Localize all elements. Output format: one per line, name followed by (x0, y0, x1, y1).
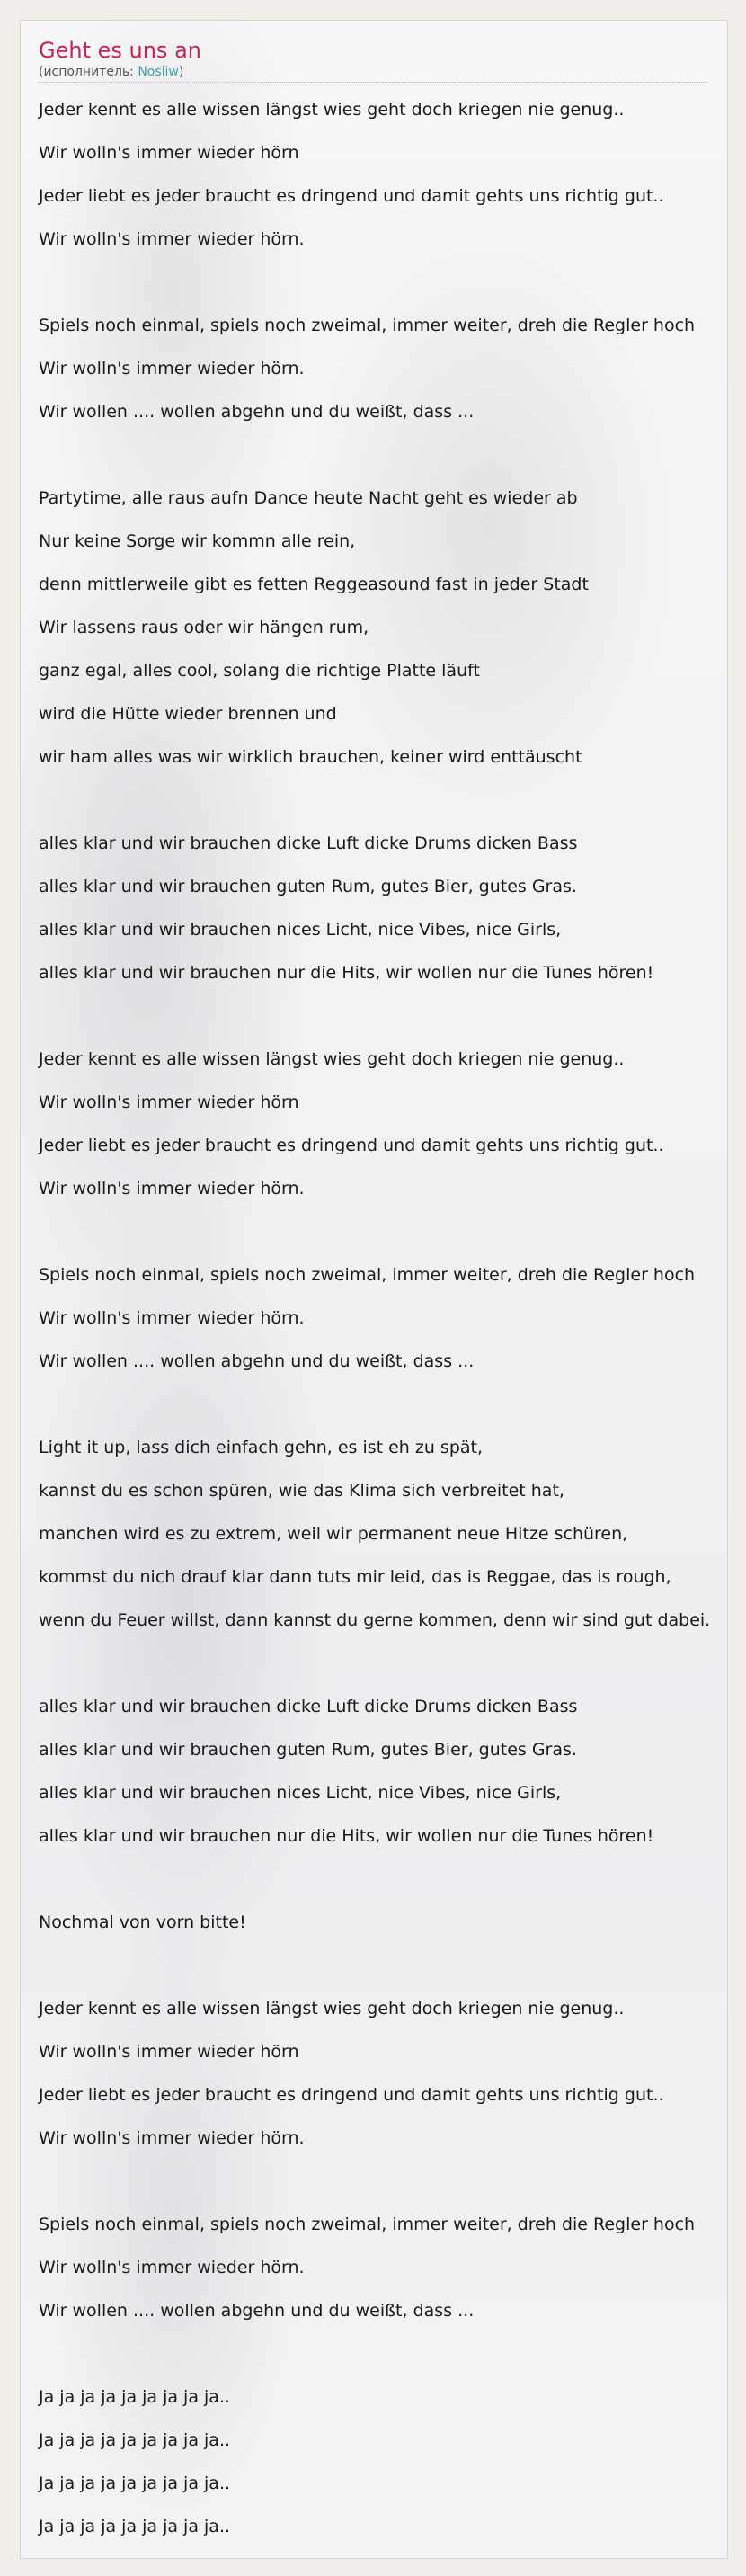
lyric-line: Ja ja ja ja ja ja ja ja ja.. (39, 2517, 231, 2536)
lyric-line: Jeder liebt es jeder braucht es dringend und damit gehts uns richtig gut.. (39, 1136, 664, 1155)
lyric-line: alles klar und wir brauchen dicke Luft dicke Drums dicken Bass (39, 1697, 578, 1716)
performer-link[interactable]: Nosliw (138, 65, 179, 79)
lyric-blank-line (39, 261, 722, 304)
lyric-line: wir ham alles was wir wirklich brauchen, keiner wird enttäuscht (39, 747, 582, 767)
lyric-line: wenn du Feuer willst, dann kannst du gerne kommen, denn wir sind gut dabei. (39, 1610, 711, 1630)
lyric-blank-line (39, 1642, 722, 1685)
lyric-blank-line (39, 1210, 722, 1253)
lyric-line: Wir wollen .... wollen abgehn und du weißt, dass ... (39, 2301, 475, 2321)
lyric-blank-line (39, 1383, 722, 1426)
lyric-line: Jeder liebt es jeder braucht es dringend und damit gehts uns richtig gut.. (39, 186, 664, 206)
lyric-line: Spiels noch einmal, spiels noch zweimal, immer weiter, dreh die Regler hoch (39, 316, 696, 335)
lyric-blank-line (39, 2160, 722, 2203)
lyric-line: Wir wolln's immer wieder hörn (39, 2042, 299, 2062)
song-title: Geht es uns an (39, 38, 201, 63)
lyric-line: Wir wolln's immer wieder hörn. (39, 1308, 305, 1328)
lyric-line: Wir wolln's immer wieder hörn. (39, 2128, 305, 2148)
lyric-line: alles klar und wir brauchen guten Rum, gutes Bier, gutes Gras. (39, 1740, 577, 1760)
performer-suffix: ) (178, 65, 184, 79)
lyric-line: Light it up, lass dich einfach gehn, es ist eh zu spät, (39, 1438, 484, 1457)
lyric-line: manchen wird es zu extrem, weil wir permanent neue Hitze schüren, (39, 1524, 628, 1544)
lyric-blank-line (39, 433, 722, 477)
lyric-line: alles klar und wir brauchen nur die Hits, wir wollen nur die Tunes hören! (39, 1826, 654, 1846)
lyric-line: ganz egal, alles cool, solang die richtige Platte läuft (39, 661, 480, 681)
lyric-line: Partytime, alle raus aufn Dance heute Nacht geht es wieder ab (39, 488, 578, 508)
lyric-line: Spiels noch einmal, spiels noch zweimal, immer weiter, dreh die Regler hoch (39, 1265, 696, 1285)
lyric-line: Wir wolln's immer wieder hörn. (39, 1179, 305, 1199)
lyric-line: Wir wollen .... wollen abgehn und du weißt, dass ... (39, 1351, 475, 1371)
lyric-line: Jeder kennt es alle wissen längst wies geht doch kriegen nie genug.. (39, 1999, 625, 2019)
lyric-line: Ja ja ja ja ja ja ja ja ja.. (39, 2430, 231, 2450)
performer-prefix: (исполнитель: (39, 65, 138, 79)
lyric-blank-line (39, 779, 722, 822)
lyrics-card (20, 20, 728, 2559)
lyric-line: wird die Hütte wieder brennen und (39, 704, 337, 724)
song-header (39, 37, 707, 83)
lyric-line: Wir lassens raus oder wir hängen rum, (39, 618, 369, 637)
lyric-line: Wir wolln's immer wieder hörn (39, 1092, 299, 1112)
lyric-line: Spiels noch einmal, spiels noch zweimal, immer weiter, dreh die Regler hoch (39, 2215, 696, 2234)
lyric-line: Wir wolln's immer wieder hörn (39, 143, 299, 163)
lyric-line: alles klar und wir brauchen nur die Hits, wir wollen nur die Tunes hören! (39, 963, 654, 983)
lyric-line: Ja ja ja ja ja ja ja ja ja.. (39, 2387, 231, 2407)
lyric-line: alles klar und wir brauchen dicke Luft dicke Drums dicken Bass (39, 833, 578, 853)
lyric-line: Jeder liebt es jeder braucht es dringend und damit gehts uns richtig gut.. (39, 2085, 664, 2105)
performer-line (39, 64, 707, 80)
lyric-line: Wir wolln's immer wieder hörn. (39, 359, 305, 379)
lyric-line: Jeder kennt es alle wissen längst wies geht doch kriegen nie genug.. (39, 1049, 625, 1069)
lyric-line: denn mittlerweile gibt es fetten Reggeasound fast in jeder Stadt (39, 575, 589, 594)
lyric-line: Ja ja ja ja ja ja ja ja ja.. (39, 2473, 231, 2493)
lyric-line: Wir wolln's immer wieder hörn. (39, 2258, 305, 2277)
lyric-line: Nochmal von vorn bitte! (39, 1912, 246, 1932)
lyric-blank-line (39, 1944, 722, 1987)
lyric-blank-line (39, 2332, 722, 2375)
lyric-line: alles klar und wir brauchen guten Rum, gutes Bier, gutes Gras. (39, 877, 577, 896)
lyric-line: alles klar und wir brauchen nices Licht, nice Vibes, nice Girls, (39, 1783, 562, 1803)
lyrics-body (39, 88, 722, 2548)
lyric-line: kommst du nich drauf klar dann tuts mir leid, das is Reggae, das is rough, (39, 1567, 671, 1587)
lyric-blank-line (39, 1858, 722, 1901)
lyric-line: Nur keine Sorge wir kommn alle rein, (39, 531, 356, 551)
lyric-line: kannst du es schon spüren, wie das Klima sich verbreitet hat, (39, 1481, 564, 1501)
lyric-line: Wir wolln's immer wieder hörn. (39, 229, 305, 249)
lyric-blank-line (39, 994, 722, 1038)
lyric-line: Wir wollen .... wollen abgehn und du weißt, dass ... (39, 402, 475, 422)
lyric-line: Jeder kennt es alle wissen längst wies geht doch kriegen nie genug.. (39, 100, 625, 120)
lyric-line: alles klar und wir brauchen nices Licht, nice Vibes, nice Girls, (39, 920, 562, 940)
